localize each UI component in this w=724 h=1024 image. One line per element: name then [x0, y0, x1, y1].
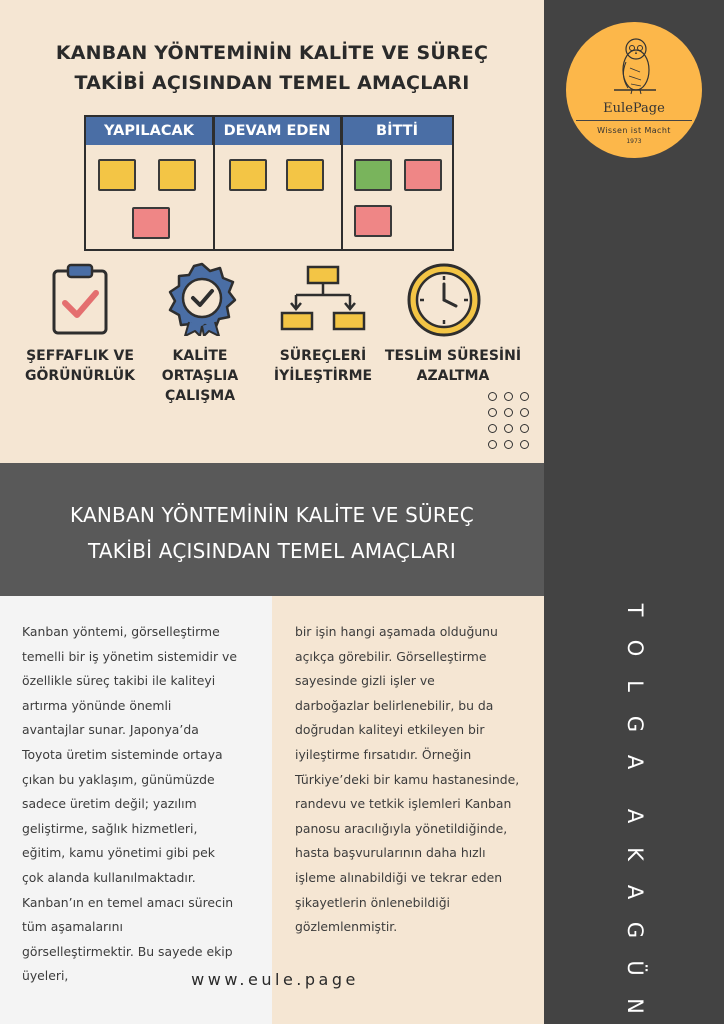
column-divider [213, 117, 215, 249]
goal-label-quality: KALİTE ORTAŞLIA ÇALIŞMA [161, 348, 239, 404]
sticky-note [229, 159, 267, 191]
column-divider [341, 117, 343, 249]
clock-icon [406, 262, 482, 338]
logo-divider [576, 120, 692, 121]
infographic-title-line2: TAKİBİ AÇISINDAN TEMEL AMAÇLARI [74, 72, 470, 94]
logo-motto: Wissen ist Macht [597, 126, 671, 135]
dot-grid-decoration [488, 392, 532, 450]
column-header-done: BİTTİ [342, 117, 452, 145]
column-header-todo: YAPILACAK [86, 117, 214, 145]
logo-year: 1973 [626, 138, 642, 145]
eulepage-logo [566, 22, 702, 158]
infographic-title-line1: KANBAN YÖNTEMİNİN KALİTE VE SÜREÇ [55, 42, 489, 64]
goal-label-delivery: TESLİM SÜRESİNİ AZALTMA [384, 348, 522, 384]
sticky-note [286, 159, 324, 191]
sticky-note [132, 207, 170, 239]
quality-badge-icon [167, 262, 237, 336]
sticky-note [354, 205, 392, 237]
column-header-in-progress: DEVAM EDEN [214, 117, 342, 145]
sticky-note [98, 159, 136, 191]
sticky-note [158, 159, 196, 191]
owl-icon [610, 32, 660, 98]
kanban-board [84, 115, 454, 251]
banner-title-line1: KANBAN YÖNTEMİNİN KALİTE VE SÜREÇ [70, 503, 474, 527]
clipboard-check-icon [50, 263, 110, 337]
goal-label-process: SÜREÇLERİ İYİLEŞTİRME [273, 348, 373, 384]
sticky-note [354, 159, 392, 191]
banner-title-line2: TAKİBİ AÇISINDAN TEMEL AMAÇLARI [88, 539, 456, 563]
title-banner [0, 463, 544, 596]
website-link[interactable]: www.eule.page [191, 970, 359, 989]
goal-label-transparency: ŞEFFAFLIK VE GÖRÜNÜRLÜK [24, 348, 136, 384]
body-text-right: bir işin hangi aşamada olduğunu açıkça görebilir. Görselleştirme sayesinde gizli işler ve darboğazlar belirlenebilir, bu da doğrudan kaliteyi etkileyen bir iyileştirme fırsatıdır. Örneğin Türkiye’deki bir kamu hastanesinde, randevu ve tetkik işlemleri Kanban panosu aracılığıyla yönetildiğinde, hasta başvurularının daha hızlı işleme alınabildiği ve tekrar eden şikayetlerin önlenebildiği gözlemlenmiştir. [295, 624, 520, 935]
body-text-left: Kanban yöntemi, görselleştirme temelli bir iş yönetim sistemidir ve özellikle süreç takibi ile kaliteyi artırma yönünde önemli avantajlar sunar. Japonya’da Toyota üretim sisteminde ortaya çıkan bu yaklaşım, günümüzde sadece üretim değil; yazılım geliştirme, sağlık hizmetleri, eğitim, kamu yönetimi gibi pek çok alanda kullanılmaktadır. Kanban’ın en temel amacı sürecin tüm aşamalarını görselleştirmektir. Bu sayede ekip üyeleri, [22, 624, 237, 984]
logo-name: EulePage [603, 101, 665, 116]
author-name: T O L G A A K A G Ü N [623, 603, 647, 1014]
sticky-note [404, 159, 442, 191]
flowchart-icon [280, 265, 366, 333]
